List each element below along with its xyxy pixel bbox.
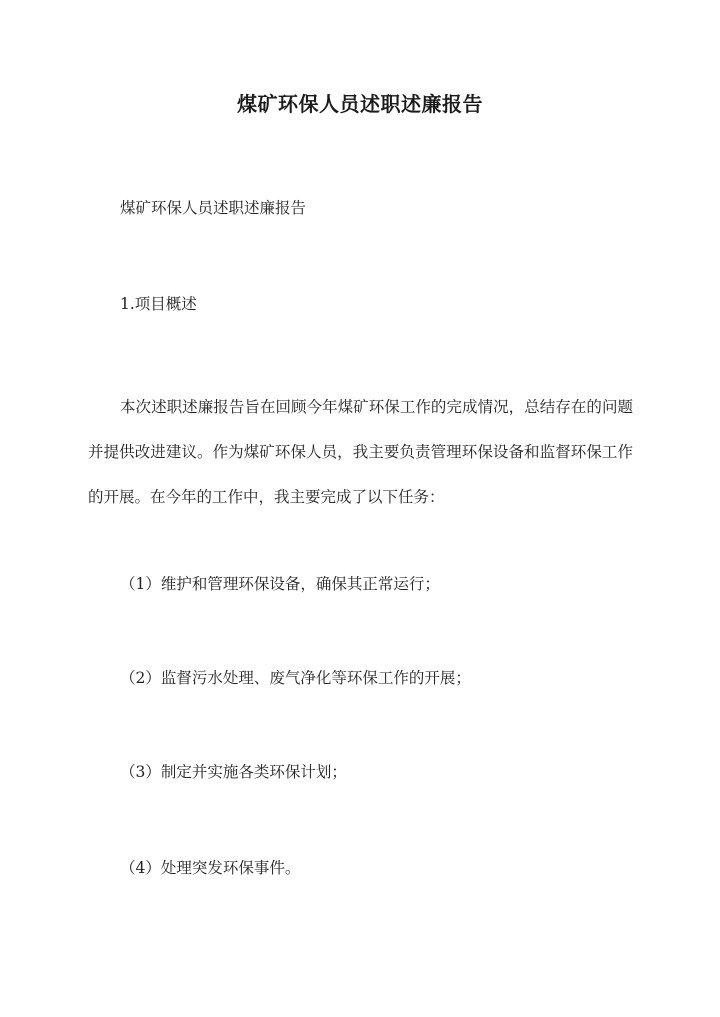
document-title: 煤矿环保人员述职述廉报告 bbox=[237, 92, 483, 116]
task-item-4: （4）处理突发环保事件。 bbox=[120, 859, 301, 877]
document-subtitle: 煤矿环保人员述职述廉报告 bbox=[120, 199, 307, 217]
intro-paragraph: 本次述职述廉报告旨在回顾今年煤矿环保工作的完成情况，总结存在的问题并提供改进建议。作为煤矿环保人员，我主要负责管理环保设备和监督环保工作的开展。在今年的工作中，我主要完成了以下任务： bbox=[88, 398, 633, 506]
task-item-1: （1）维护和管理环保设备，确保其正常运行； bbox=[120, 575, 440, 593]
task-item-2: （2）监督污水处理、废气净化等环保工作的开展； bbox=[120, 669, 471, 687]
task-item-3: （3）制定并实施各类环保计划； bbox=[120, 763, 347, 781]
section-heading: 1.项目概述 bbox=[120, 295, 197, 313]
